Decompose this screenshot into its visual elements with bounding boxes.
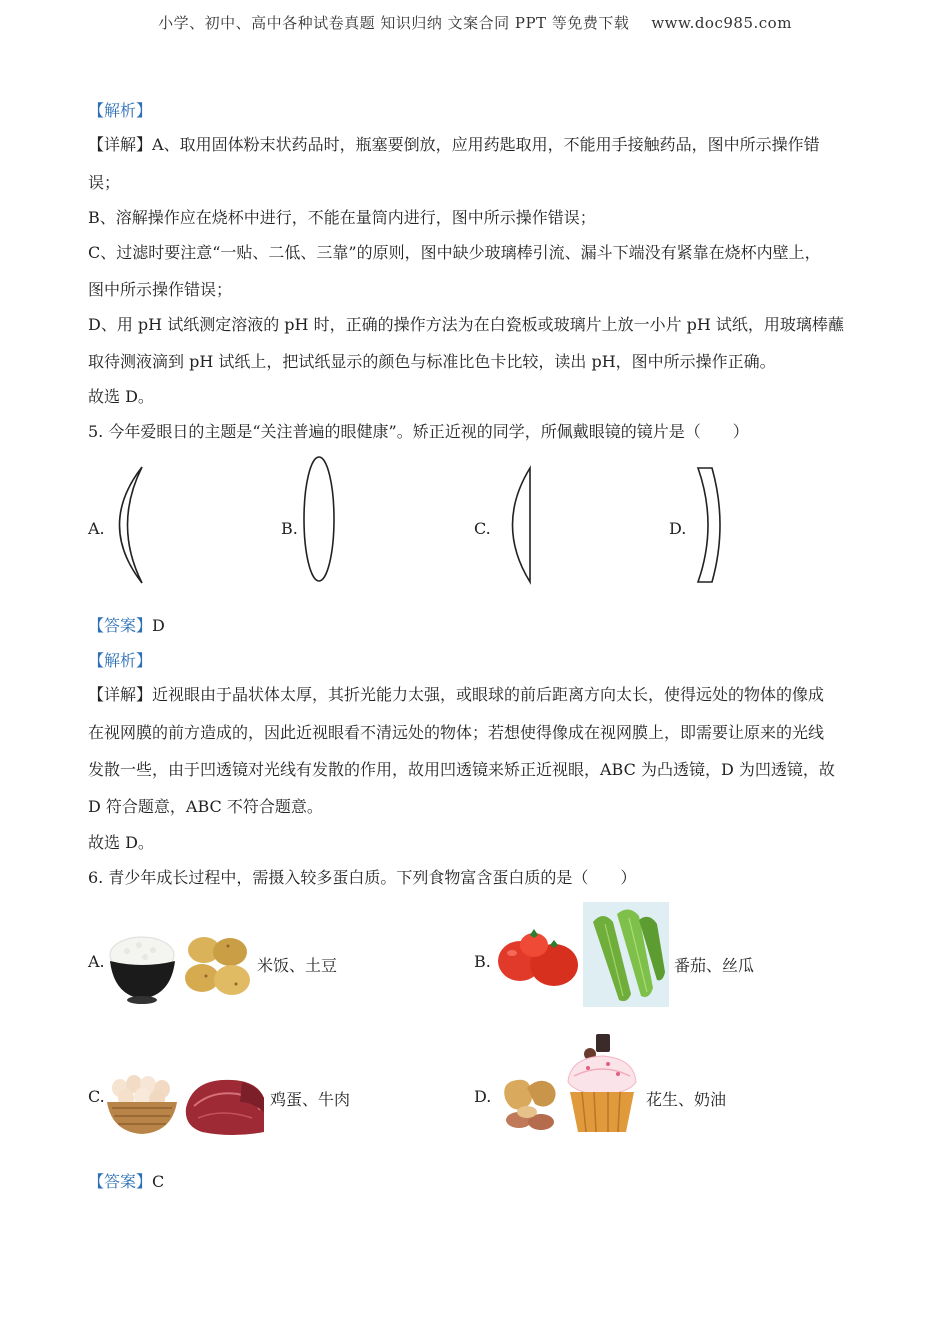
q4-detail-line-1 [88,134,868,156]
q6-option-c-text: 鸡蛋、牛肉 [270,1090,351,1109]
q4-detail-line-3: B、溶解操作应在烧杯中进行，不能在量筒内进行，图中所示操作错误； [88,208,596,227]
lens-b-icon [300,455,340,585]
q6-option-b-text: 番茄、丝瓜 [674,956,755,975]
q6-option-c-label[interactable]: C. [88,1087,105,1106]
q5-answer-value: D [152,616,165,635]
peanut-icon [497,1068,565,1136]
q5-question: 5. 今年爱眼日的主题是“关注普遍的眼健康”。矫正近视的同学，所佩戴眼镜的镜片是（ ） [88,422,749,441]
header-site-link[interactable]: www.doc985.com [651,14,792,32]
q6-option-a-label[interactable]: A. [88,952,105,971]
lens-d-icon [696,465,726,585]
q4-detail-line-4: C、过滤时要注意“一贴、二低、三靠”的原则，图中缺少玻璃棒引流、漏斗下端没有紧靠在烧杯内壁上， [88,243,821,262]
q4-conclusion: 故选 D。 [88,387,154,406]
potato-icon [182,928,254,1000]
q6-question: 6. 青少年成长过程中，需摄入较多蛋白质。下列食物富含蛋白质的是（ ） [88,868,637,887]
q5-detail-line-1 [88,684,868,706]
q4-detail-line-2: 误； [88,173,121,192]
q6-option-b-label[interactable]: B. [474,952,491,971]
beef-icon [182,1072,266,1138]
q4-detail-text-1: A、取用固体粉末状药品时，瓶塞要倒放，应用药匙取用，不能用手接触药品，图中所示操作错 [152,135,820,154]
q5-detail-line-3: 发散一些，由于凹透镜对光线有发散的作用，故用凹透镜来矫正近视眼，ABC 为凸透镜，D 为凹透镜，故 [88,760,835,779]
q5-detail-tag: 【详解】 [88,685,153,704]
q5-detail-line-2: 在视网膜的前方造成的，因此近视眼看不清远处的物体；若想使得像成在视网膜上，即需要让原来的光线 [88,723,825,742]
q5-answer-tag: 【答案】 [88,616,153,635]
q5-option-a-label[interactable]: A. [88,519,105,538]
q4-analysis-tag: 【解析】 [88,101,153,120]
q6-option-a-text: 米饭、土豆 [257,956,338,975]
q6-option-d-text: 花生、奶油 [646,1090,727,1109]
q5-option-c-label[interactable]: C. [474,519,491,538]
loofah-icon [583,902,669,1007]
q5-detail-text-1: 近视眼由于晶状体太厚，其折光能力太强，或眼球的前后距离方向太长，使得远处的物体的像成 [152,685,825,704]
tomato-icon [496,925,581,990]
q4-detail-line-6: D、用 pH 试纸测定溶液的 pH 时，正确的操作方法为在白瓷板或玻璃片上放一小片 pH 试纸，用玻璃棒蘸 [88,315,844,334]
q6-option-d-label[interactable]: D. [474,1087,492,1106]
cupcake-icon [562,1032,642,1136]
page-header [0,12,950,33]
q6-answer [88,1171,868,1193]
rice-bowl-icon [105,925,180,1005]
header-text: 小学、初中、高中各种试卷真题 知识归纳 文案合同 PPT 等免费下载 [158,14,630,32]
lens-a-icon [105,465,145,585]
q5-analysis-tag: 【解析】 [88,651,153,670]
q5-option-b-label[interactable]: B. [281,519,298,538]
q6-answer-tag: 【答案】 [88,1172,153,1191]
lens-c-icon [505,465,535,585]
q4-detail-tag: 【详解】 [88,135,153,154]
q5-option-d-label[interactable]: D. [669,519,687,538]
egg-basket-icon [104,1072,180,1136]
q5-conclusion: 故选 D。 [88,833,154,852]
q4-detail-line-5: 图中所示操作错误； [88,280,233,299]
q6-answer-value: C [152,1172,165,1191]
q5-detail-line-4: D 符合题意，ABC 不符合题意。 [88,797,323,816]
q4-detail-line-7: 取待测液滴到 pH 试纸上，把试纸显示的颜色与标准比色卡比较，读出 pH，图中所示操作正确。 [88,352,776,371]
q5-answer [88,615,868,637]
